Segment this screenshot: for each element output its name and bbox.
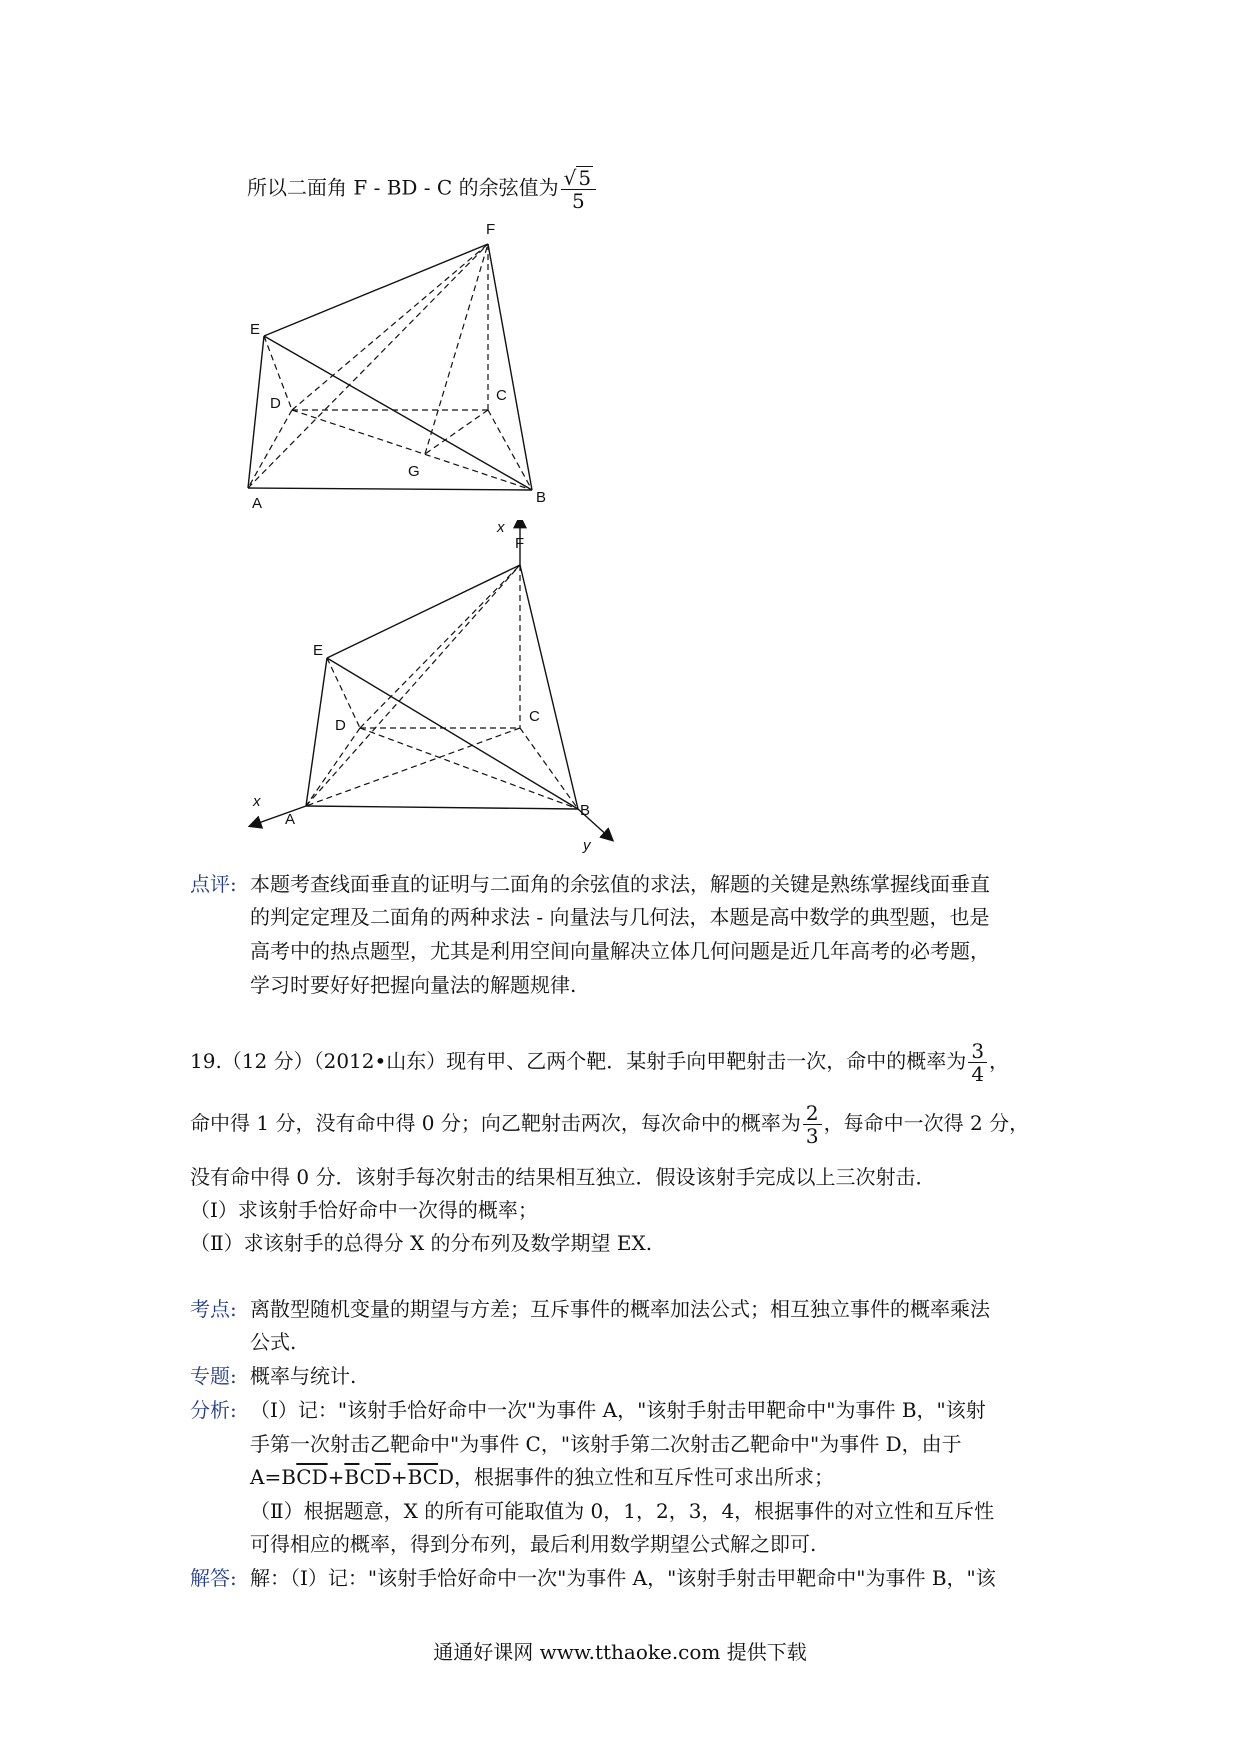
fenxi-line-4: （Ⅱ）根据题意，X 的所有可能取值为 0，1，2，3，4，根据事件的对立性和互斥性 <box>250 1499 995 1523</box>
fig1-label-G: G <box>408 463 420 480</box>
fenxi-eq-term1: $\overline{CD}$ <box>296 1465 328 1489</box>
figure-1-polyhedron <box>240 210 580 510</box>
problem19-line-3: 没有命中得 0 分．该射手每次射击的结果相互独立．假设该射手完成以上三次射击． <box>190 1165 936 1189</box>
problem19-line-2-text: 命中得 1 分，没有命中得 0 分；向乙靶射击两次，每次命中的概率为 <box>190 1111 801 1135</box>
fenxi-line-1: （Ⅰ）记："该射手恰好命中一次"为事件 A，"该射手射击甲靶命中"为事件 B，"该射 <box>250 1398 986 1422</box>
fig1-label-B: B <box>536 489 547 506</box>
frac2-num: 2 <box>803 1102 822 1125</box>
fenxi-label: 分析: <box>190 1398 237 1422</box>
fig2-label-D: D <box>335 717 346 734</box>
conclusion-text: 所以二面角 F - BD - C 的余弦值为 <box>247 175 559 200</box>
frac1-num: 3 <box>968 1040 987 1063</box>
kaodian-line-2: 公式. <box>250 1330 297 1354</box>
frac2-den: 3 <box>805 1124 819 1148</box>
fig1-label-F: F <box>486 221 496 238</box>
comment-line-4: 学习时要好好把握向量法的解题规律. <box>250 973 577 997</box>
fig1-label-E: E <box>250 321 261 338</box>
fig2-label-E: E <box>313 642 324 659</box>
fenxi-eq-plus2: + <box>390 1465 408 1489</box>
frac1-den: 4 <box>971 1062 985 1086</box>
fig2-label-B: B <box>580 802 591 819</box>
jieda-text: 解：（Ⅰ）记："该射手恰好命中一次"为事件 A，"该射手射击甲靶命中"为事件 B，"该 <box>250 1566 996 1590</box>
fenxi-eq-term2c: $\overline{D}$ <box>374 1465 391 1489</box>
cosine-fraction: $\frac{√ 5}{5}$ <box>561 166 596 212</box>
radicand: 5 <box>578 166 592 190</box>
problem19-part-1: （Ⅰ）求该射手恰好命中一次得的概率； <box>190 1198 538 1222</box>
fenxi-eq-plus1: + <box>327 1465 345 1489</box>
kaodian-line-1: 离散型随机变量的期望与方差；互斥事件的概率加法公式；相互独立事件的概率乘法 <box>250 1297 990 1321</box>
fig1-label-A: A <box>252 495 263 510</box>
fenxi-eq-term2b: C <box>359 1465 375 1489</box>
fenxi-eq-term2a: $\overline{B}$ <box>344 1465 360 1489</box>
fenxi-eq-term3d: D <box>437 1465 455 1489</box>
fig2-label-x-top: x <box>497 520 505 536</box>
fenxi-line-2: 手第一次射击乙靶命中"为事件 C，"该射手第二次射击乙靶命中"为事件 D，由于 <box>250 1432 962 1456</box>
fenxi-line-3 <box>250 1463 834 1491</box>
zhuanti-text: 概率与统计. <box>250 1364 357 1388</box>
fig2-label-C: C <box>529 708 540 725</box>
conclusion-line <box>247 166 598 212</box>
problem19-part-2: （Ⅱ）求该射手的总得分 X 的分布列及数学期望 EX. <box>190 1231 653 1255</box>
problem19-line-2-tail: ，每命中一次得 2 分， <box>823 1111 1030 1135</box>
fenxi-eq-term3: $\overline{BC}$ <box>407 1465 438 1489</box>
problem19-line-1 <box>190 1040 1009 1085</box>
comment-label: 点评: <box>190 872 237 896</box>
page-footer: 通通好课网 www.tthaoke.com 提供下载 <box>433 1640 807 1664</box>
kaodian-label: 考点: <box>190 1297 237 1321</box>
fenxi-eq-suffix: ，根据事件的独立性和互斥性可求出所求； <box>454 1465 835 1489</box>
comment-line-3: 高考中的热点题型，尤其是利用空间向量解决立体几何问题是近几年高考的必考题， <box>250 939 990 963</box>
fig1-label-C: C <box>496 387 507 404</box>
problem19-line-1-tail: ， <box>989 1049 1010 1073</box>
fig2-label-A: A <box>285 811 296 828</box>
problem19-line-2 <box>190 1102 1029 1147</box>
figure-2-coordinate-polyhedron <box>245 520 625 855</box>
fig2-label-F: F <box>515 535 525 552</box>
jieda-label: 解答: <box>190 1566 237 1590</box>
zhuanti-label: 专题: <box>190 1364 237 1388</box>
denominator: 5 <box>571 189 585 213</box>
fenxi-eq-prefix: A=B <box>250 1465 297 1489</box>
prob-fraction-3-4 <box>968 1040 987 1085</box>
fig1-label-D: D <box>270 395 281 412</box>
problem19-line-1-text: 19.（12 分）（2012•山东）现有甲、乙两个靶．某射手向甲靶射击一次，命中的概率为 <box>190 1049 967 1073</box>
comment-line-1: 本题考查线面垂直的证明与二面角的余弦值的求法，解题的关键是熟练掌握线面垂直 <box>250 872 990 896</box>
prob-fraction-2-3 <box>803 1102 822 1147</box>
fenxi-line-5: 可得相应的概率，得到分布列，最后利用数学期望公式解之即可. <box>250 1532 817 1556</box>
comment-line-2: 的判定定理及二面角的两种求法 - 向量法与几何法，本题是高中数学的典型题，也是 <box>250 905 990 929</box>
fig2-label-y: y <box>583 837 591 854</box>
fig2-label-x-left: x <box>253 793 261 810</box>
